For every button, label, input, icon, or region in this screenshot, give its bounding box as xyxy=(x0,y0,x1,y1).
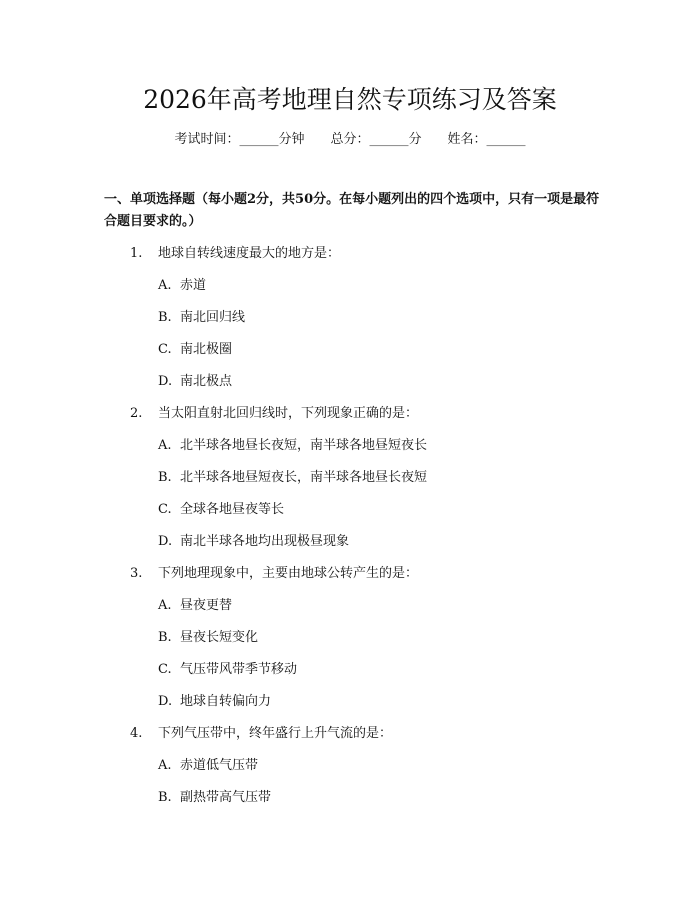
option-text: 南北半球各地均出现极昼现象 xyxy=(180,534,350,549)
question-text: 下列气压带中，终年盛行上升气流的是： xyxy=(158,726,393,741)
option-letter: D. xyxy=(158,694,173,709)
question-4 xyxy=(130,723,590,819)
option-letter: C. xyxy=(158,342,172,357)
option-a xyxy=(130,435,590,467)
option-b xyxy=(130,627,590,659)
option-letter: B. xyxy=(158,630,172,645)
question-stem xyxy=(130,243,590,275)
question-stem xyxy=(130,563,590,595)
option-text: 昼夜长短变化 xyxy=(180,630,259,645)
question-number: 1. xyxy=(130,246,143,261)
option-text: 副热带高气压带 xyxy=(180,790,272,805)
option-b xyxy=(130,787,590,819)
option-a xyxy=(130,595,590,627)
option-letter: D. xyxy=(158,534,173,549)
option-letter: B. xyxy=(158,790,172,805)
question-number: 4. xyxy=(130,726,143,741)
option-b xyxy=(130,307,590,339)
option-text: 南北极圈 xyxy=(180,342,233,357)
option-d xyxy=(130,531,590,563)
option-text: 全球各地昼夜等长 xyxy=(180,502,285,517)
option-text: 地球自转偏向力 xyxy=(180,694,272,709)
option-text: 北半球各地昼长夜短，南半球各地昼短夜长 xyxy=(180,438,428,453)
question-list xyxy=(130,243,590,819)
option-d xyxy=(130,371,590,403)
question-3 xyxy=(130,563,590,723)
option-b xyxy=(130,467,590,499)
option-c xyxy=(130,339,590,371)
option-c xyxy=(130,499,590,531)
student-name-field: 姓名：______ xyxy=(447,132,526,147)
option-text: 气压带风带季节移动 xyxy=(180,662,298,677)
question-number: 3. xyxy=(130,566,143,581)
option-letter: A. xyxy=(158,278,172,293)
option-text: 赤道低气压带 xyxy=(180,758,259,773)
question-text: 当太阳直射北回归线时，下列现象正确的是： xyxy=(158,406,419,421)
section-heading: 一、单项选择题（每小题2分，共50分。在每小题列出的四个选项中，只有一项是最符合题目要求的。） xyxy=(104,192,600,229)
question-stem xyxy=(130,723,590,755)
option-text: 南北极点 xyxy=(180,374,233,389)
question-text: 下列地理现象中，主要由地球公转产生的是： xyxy=(158,566,419,581)
option-letter: C. xyxy=(158,502,172,517)
question-number: 2. xyxy=(130,406,143,421)
option-text: 赤道 xyxy=(180,278,207,293)
option-a xyxy=(130,275,590,307)
option-text: 昼夜更替 xyxy=(180,598,233,613)
option-letter: A. xyxy=(158,758,172,773)
exam-meta-line xyxy=(0,130,700,150)
question-stem xyxy=(130,403,590,435)
option-text: 北半球各地昼短夜长，南半球各地昼长夜短 xyxy=(180,470,428,485)
option-letter: D. xyxy=(158,374,173,389)
option-d xyxy=(130,691,590,723)
question-2 xyxy=(130,403,590,563)
exam-time-field: 考试时间：______分钟 xyxy=(174,132,305,147)
question-1 xyxy=(130,243,590,403)
option-a xyxy=(130,755,590,787)
option-letter: A. xyxy=(158,598,172,613)
option-c xyxy=(130,659,590,691)
option-letter: A. xyxy=(158,438,172,453)
option-text: 南北回归线 xyxy=(180,310,246,325)
document-title: 2026年高考地理自然专项练习及答案 xyxy=(143,85,557,114)
option-letter: C. xyxy=(158,662,172,677)
option-letter: B. xyxy=(158,310,172,325)
question-text: 地球自转线速度最大的地方是： xyxy=(158,246,341,261)
total-score-field: 总分：______分 xyxy=(330,132,422,147)
option-letter: B. xyxy=(158,470,172,485)
